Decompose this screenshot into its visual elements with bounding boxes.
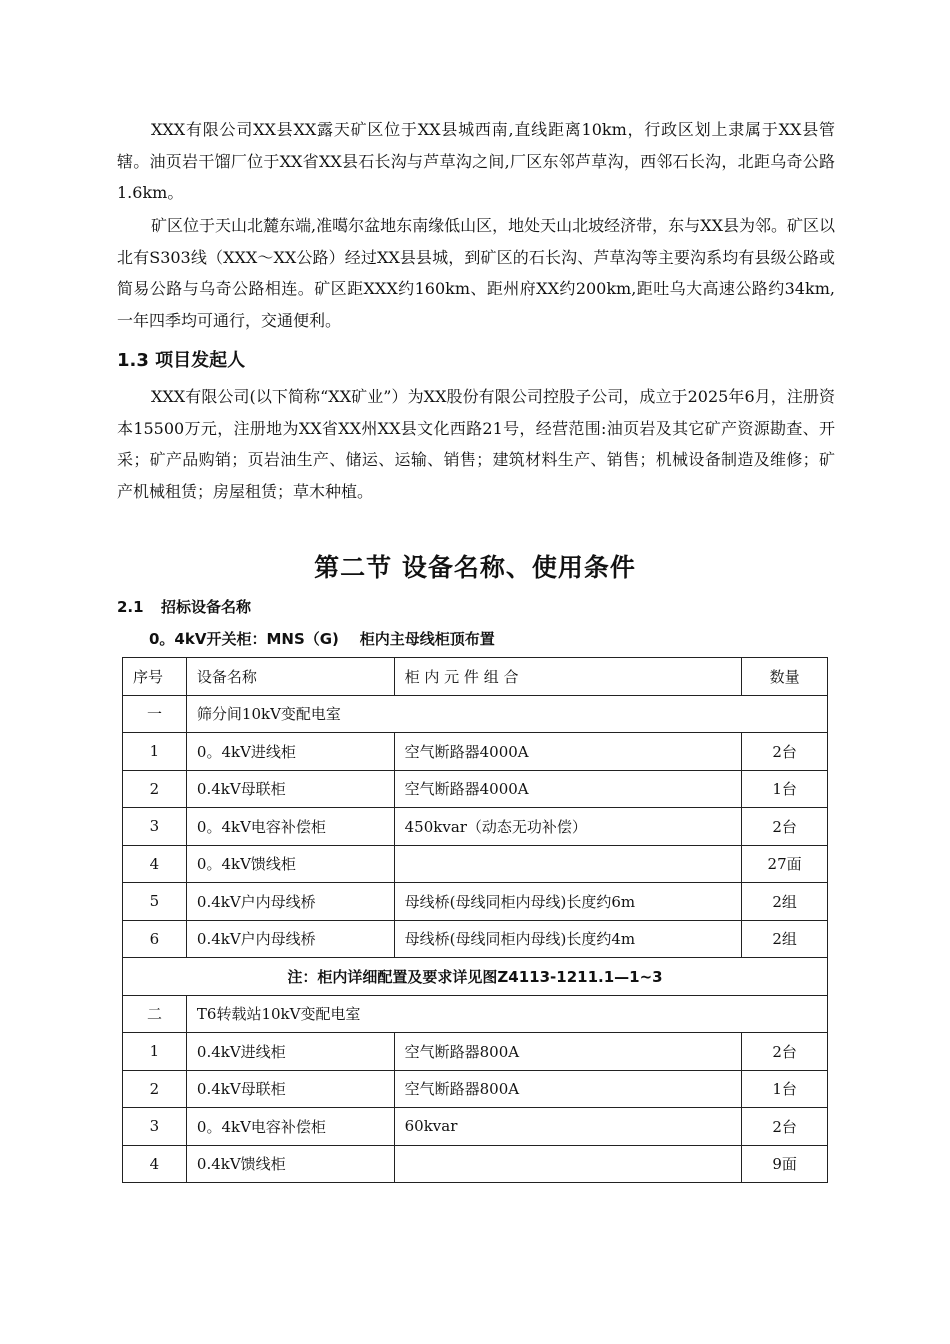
note-row xyxy=(123,958,828,996)
header-index: 序号 xyxy=(123,658,187,696)
row-components: 450kvar（动态无功补偿） xyxy=(394,808,742,846)
row-components xyxy=(394,1145,742,1183)
row-quantity: 2组 xyxy=(742,920,828,958)
group-row xyxy=(123,695,828,733)
row-quantity: 9面 xyxy=(742,1145,828,1183)
table-caption: 0。4kV开关柜：MNS（G) 柜内主母线柜顶布置 xyxy=(149,630,495,648)
group-name: 筛分间10kV变配电室 xyxy=(186,695,827,733)
row-quantity: 27面 xyxy=(742,845,828,883)
row-name: 0.4kV户内母线桥 xyxy=(186,883,394,921)
row-name: 0。4kV进线柜 xyxy=(186,733,394,771)
row-components: 母线桥(母线同柜内母线)长度约6m xyxy=(394,883,742,921)
row-name: 0。4kV馈线柜 xyxy=(186,845,394,883)
row-quantity: 1台 xyxy=(742,1070,828,1108)
row-index: 1 xyxy=(123,1033,187,1071)
row-components: 母线桥(母线同柜内母线)长度约4m xyxy=(394,920,742,958)
table-row xyxy=(123,1145,828,1183)
row-index: 2 xyxy=(123,770,187,808)
table-row xyxy=(123,1070,828,1108)
row-components: 空气断路器4000A xyxy=(394,770,742,808)
row-name: 0.4kV馈线柜 xyxy=(186,1145,394,1183)
group-name: T6转载站10kV变配电室 xyxy=(186,995,827,1033)
item-number: 2.1 xyxy=(117,598,144,616)
row-index: 4 xyxy=(123,1145,187,1183)
table-row xyxy=(123,883,828,921)
row-quantity: 2台 xyxy=(742,1108,828,1146)
row-quantity: 2台 xyxy=(742,1033,828,1071)
row-index: 3 xyxy=(123,1108,187,1146)
row-name: 0.4kV进线柜 xyxy=(186,1033,394,1071)
table-note: 注：柜内详细配置及要求详见图Z4113-1211.1—1~3 xyxy=(123,958,828,996)
section-2-title: 第二节 设备名称、使用条件 xyxy=(314,553,636,582)
item-2-1-heading xyxy=(117,596,251,617)
table-row xyxy=(123,920,828,958)
row-quantity: 2组 xyxy=(742,883,828,921)
group-row xyxy=(123,995,828,1033)
row-components: 空气断路器800A xyxy=(394,1070,742,1108)
table-row xyxy=(123,1033,828,1071)
table-row xyxy=(123,770,828,808)
row-index: 3 xyxy=(123,808,187,846)
table-row xyxy=(123,845,828,883)
table-header-row xyxy=(123,658,828,696)
group-index: 一 xyxy=(123,695,187,733)
header-quantity: 数量 xyxy=(742,658,828,696)
item-title: 招标设备名称 xyxy=(161,598,252,616)
row-index: 6 xyxy=(123,920,187,958)
row-quantity: 2台 xyxy=(742,808,828,846)
intro-paragraph-location: XXX有限公司XX县XX露天矿区位于XX县城西南,直线距离10km，行政区划上隶属于XX县管辖。油页岩干馏厂位于XX省XX县石长沟与芦草沟之间,厂区东邻芦草沟，西邻石长沟，北距乌奇公路1.6km。 xyxy=(117,120,835,202)
table-row xyxy=(123,1108,828,1146)
row-name: 0。4kV电容补偿柜 xyxy=(186,808,394,846)
row-name: 0.4kV母联柜 xyxy=(186,770,394,808)
intro-paragraph-transport: 矿区位于天山北麓东端,准噶尔盆地东南缘低山区，地处天山北坡经济带，东与XX县为邻。矿区以北有S303线（XXX～XX公路）经过XX县县城，到矿区的石长沟、芦草沟等主要沟系均有县级公路或简易公路与乌奇公路相连。矿区距XXX约160km、距州府XX约200km,距吐乌大高速公路约34km,一年四季均可通行，交通便利。 xyxy=(117,216,835,330)
row-components: 空气断路器800A xyxy=(394,1033,742,1071)
section-1-3-body: XXX有限公司(以下简称“XX矿业”）为XX股份有限公司控股子公司，成立于2025年6月，注册资本15500万元，注册地为XX省XX州XX县文化西路21号，经营范围:油页岩及其它矿产资源勘查、开采；矿产品购销；页岩油生产、储运、运输、销售；建筑材料生产、销售；机械设备制造及维修；矿产机械租赁；房屋租赁；草木种植。 xyxy=(117,387,835,501)
group-index: 二 xyxy=(123,995,187,1033)
row-components: 60kvar xyxy=(394,1108,742,1146)
row-quantity: 1台 xyxy=(742,770,828,808)
row-name: 0.4kV户内母线桥 xyxy=(186,920,394,958)
row-index: 4 xyxy=(123,845,187,883)
row-index: 5 xyxy=(123,883,187,921)
row-components xyxy=(394,845,742,883)
section-1-3-heading: 1.3 项目发起人 xyxy=(117,350,246,371)
row-name: 0。4kV电容补偿柜 xyxy=(186,1108,394,1146)
table-row xyxy=(123,808,828,846)
equipment-table xyxy=(122,657,828,1183)
header-components: 柜 内 元 件 组 合 xyxy=(394,658,742,696)
row-name: 0.4kV母联柜 xyxy=(186,1070,394,1108)
header-name: 设备名称 xyxy=(186,658,394,696)
row-index: 2 xyxy=(123,1070,187,1108)
row-components: 空气断路器4000A xyxy=(394,733,742,771)
table-row xyxy=(123,733,828,771)
row-index: 1 xyxy=(123,733,187,771)
row-quantity: 2台 xyxy=(742,733,828,771)
